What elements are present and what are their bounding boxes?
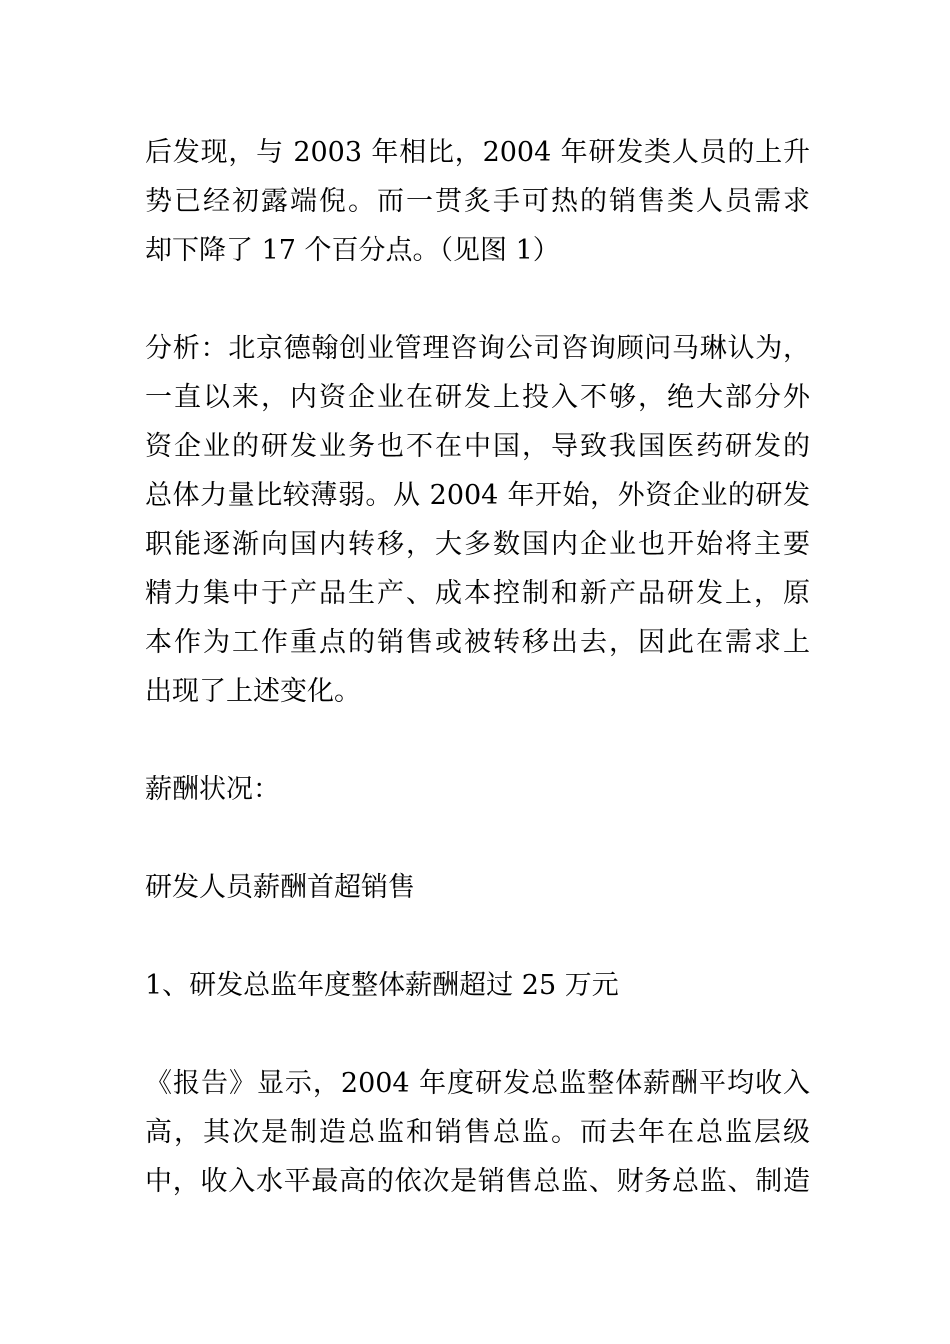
- text-line: 职能逐渐向国内转移，大多数国内企业也开始将主要: [145, 529, 810, 560]
- paragraph-gap: [145, 1010, 810, 1059]
- text-line: 薪酬状况：: [145, 774, 280, 805]
- text-line: 总体力量比较薄弱。从 2004 年开始，外资企业的研发: [145, 480, 810, 511]
- list-item-1: [145, 961, 810, 1010]
- text-line: 《报告》显示，2004 年度研发总监整体薪酬平均收入: [145, 1068, 810, 1099]
- paragraph-analysis: [145, 324, 810, 716]
- paragraph-report: [145, 1059, 810, 1206]
- paragraph-gap: [145, 275, 810, 324]
- paragraph-gap: [145, 814, 810, 863]
- text-line: 1、研发总监年度整体薪酬超过 25 万元: [145, 970, 619, 1001]
- text-line: 势已经初露端倪。而一贯炙手可热的销售类人员需求: [145, 186, 810, 217]
- text-line: 分析：北京德翰创业管理咨询公司咨询顾问马琳认为，: [145, 333, 810, 364]
- paragraph-gap: [145, 912, 810, 961]
- text-line: 出现了上述变化。: [145, 676, 361, 707]
- text-line: 资企业的研发业务也不在中国，导致我国医药研发的: [145, 431, 810, 462]
- paragraph-rd-trend: [145, 128, 810, 275]
- text-line: 精力集中于产品生产、成本控制和新产品研发上，原: [145, 578, 810, 609]
- text-line: 本作为工作重点的销售或被转移出去，因此在需求上: [145, 627, 810, 658]
- section-heading-salary: [145, 765, 810, 814]
- text-line: 中，收入水平最高的依次是销售总监、财务总监、制造: [145, 1166, 810, 1197]
- subheading-rd-salary: [145, 863, 810, 912]
- text-line: 研发人员薪酬首超销售: [145, 872, 415, 903]
- text-line: 却下降了 17 个百分点。（见图 1）: [145, 235, 560, 266]
- paragraph-gap: [145, 716, 810, 765]
- document-page: [145, 128, 810, 1206]
- text-line: 高，其次是制造总监和销售总监。而去年在总监层级: [145, 1117, 810, 1148]
- text-line: 后发现，与 2003 年相比，2004 年研发类人员的上升: [145, 137, 810, 168]
- text-line: 一直以来，内资企业在研发上投入不够，绝大部分外: [145, 382, 810, 413]
